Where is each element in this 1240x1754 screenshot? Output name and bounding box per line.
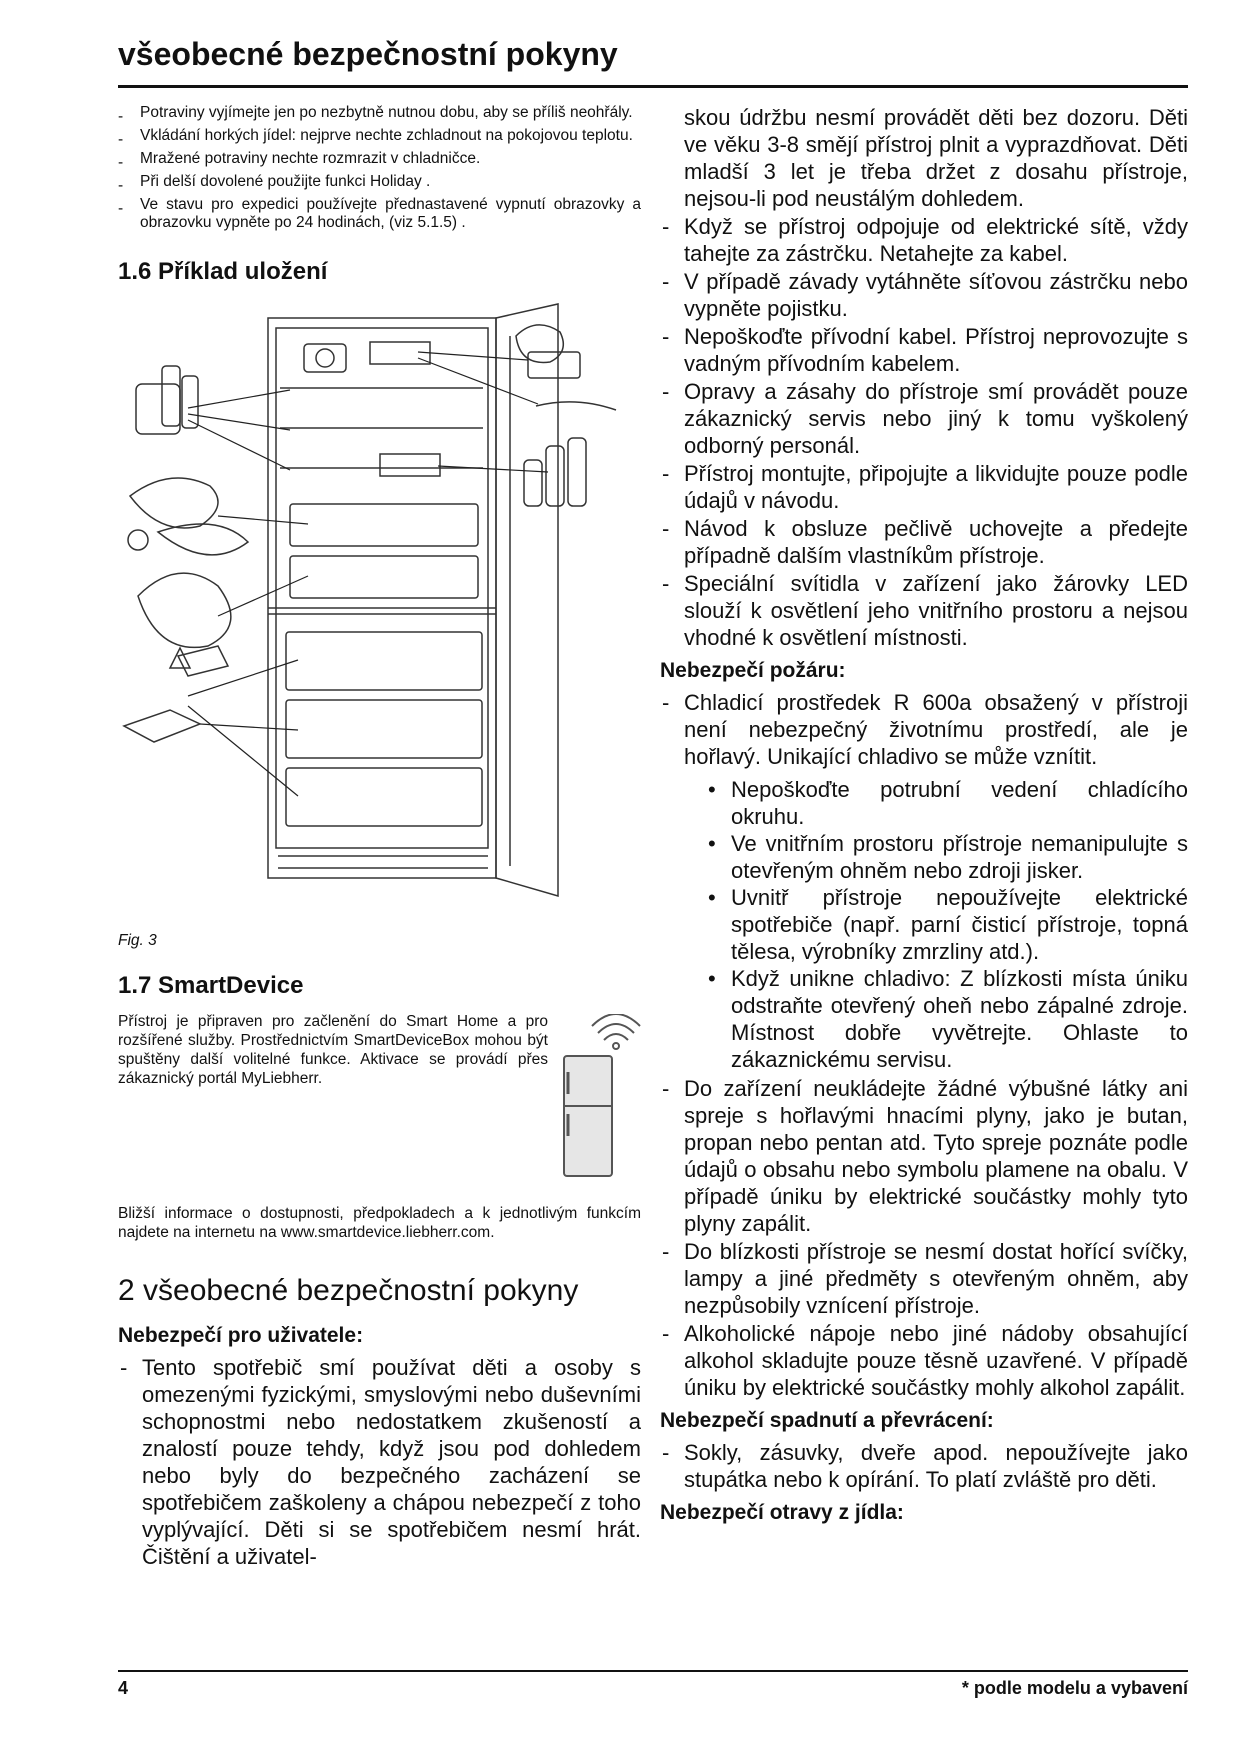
footer-rule <box>118 1670 1188 1672</box>
poison-danger-heading: Nebezpečí otravy z jídla: <box>660 1501 904 1524</box>
list-item: - Speciální svítidla v zařízení jako žárovky LED slouží k osvětlení jeho vnitřního prostoru a nejsou vhodné k osvětlení místnosti. <box>660 570 1188 651</box>
list-item: - Do blízkosti přístroje se nesmí dostat hořící svíčky, lampy a jiné předměty s otevřeným ohněm, aby nezpůsobily vznícení přístroje. <box>660 1238 1188 1319</box>
smartdevice-block <box>118 1012 641 1182</box>
more-info-text: Bližší informace o dostupnosti, předpokladech a k jednotlivým funkcím najdete na internetu na www.smartdevice.liebherr.com. <box>118 1205 641 1241</box>
left-column <box>118 104 641 1571</box>
list-item: - V případě závady vytáhněte síťovou zástrčku nebo vypněte pojistku. <box>660 268 1188 322</box>
list-item <box>660 689 1188 1073</box>
fall-danger-list <box>660 1439 1188 1493</box>
fire-intro-text: Chladicí prostředek R 600a obsažený v přístroji není nebezpečný životnímu prostředí, ale je hořlavý. Unikající chladivo se může vznítit. <box>684 690 1188 769</box>
bullet-item: • Uvnitř přístroje nepoužívejte elektrické spotřebiče (např. parní čisticí přístroje, topná tělesa, výrobníky zmrzliny atd.). <box>684 884 1188 965</box>
smartdevice-text: Přístroj je připraven pro začlenění do Smart Home a pro rozšířené služby. Prostřednictvím SmartDeviceBox mohou být spuštěny další volitelné funkce. Aktivace se provádí přes zákaznický portál MyLiebherr. <box>118 1013 548 1087</box>
list-item: - Do zařízení neukládejte žádné výbušné látky ani spreje s hořlavými hnacími plyny, jako je butan, propan nebo pentan atd. Tyto spreje poznáte podle údajů o obsahu nebo symbolu plamene na obalu. V případě úniku by elektrické součástky mohly tyto plyny zapálit. <box>660 1075 1188 1237</box>
storage-example-figure <box>118 296 641 926</box>
list-item: - Opravy a zásahy do přístroje smí provádět pouze zákaznický servis nebo jiný k tomu vyškolený odborný personál. <box>660 378 1188 459</box>
section-2-heading: 2 všeobecné bezpečnostní pokyny <box>118 1274 579 1307</box>
header-rule <box>118 85 1188 88</box>
page-header-title: všeobecné bezpečnostní pokyny <box>118 36 618 72</box>
bullet-item: • Ve vnitřním prostoru přístroje nemanipulujte s otevřeným ohněm nebo zdroji jisker. <box>684 830 1188 884</box>
fridge-door <box>496 304 558 896</box>
fire-bullet-list <box>684 776 1188 1073</box>
list-item: - Návod k obsluze pečlivě uchovejte a předejte případně dalším vlastníkům přístroje. <box>660 515 1188 569</box>
user-danger-heading: Nebezpečí pro uživatele: <box>118 1324 364 1347</box>
list-item: - Vkládání horkých jídel: nejprve nechte zchladnout na pokojovou teplotu. <box>118 127 641 145</box>
list-item: - Při delší dovolené použijte funkci Holiday . <box>118 173 641 191</box>
list-item: - Nepoškoďte přívodní kabel. Přístroj neprovozujte s vadným přívodním kabelem. <box>660 323 1188 377</box>
fridge-illustration <box>118 296 641 926</box>
list-item: - Když se přístroj odpojuje od elektrické sítě, vždy tahejte za zástrčku. Netahejte za kabel. <box>660 213 1188 267</box>
control-display <box>304 344 346 372</box>
storage-tips-list <box>118 104 641 232</box>
fire-danger-heading: Nebezpečí požáru: <box>660 659 846 682</box>
bullet-item: • Nepoškoďte potrubní vedení chladícího okruhu. <box>684 776 1188 830</box>
user-danger-list-cont <box>660 213 1188 651</box>
footer-note: * podle modelu a vybavení <box>961 1678 1188 1698</box>
list-item: - Mražené potraviny nechte rozmrazit v chladničce. <box>118 150 641 168</box>
fall-danger-heading: Nebezpečí spadnutí a převrácení: <box>660 1409 994 1432</box>
list-item: - Přístroj montujte, připojujte a likvidujte pouze podle údajů v návodu. <box>660 460 1188 514</box>
user-danger-list <box>118 1354 641 1570</box>
list-item: - Sokly, zásuvky, dveře apod. nepoužívejte jako stupátka nebo k opírání. To platí zvláště pro děti. <box>660 1439 1188 1493</box>
right-column <box>660 104 1188 1531</box>
smart-fridge-wifi-icon <box>558 1014 643 1179</box>
figure-caption: Fig. 3 <box>118 932 157 949</box>
page-number: 4 <box>118 1678 129 1698</box>
list-item: - Potraviny vyjímejte jen po nezbytně nutnou dobu, aby se příliš neohřály. <box>118 104 641 122</box>
list-item: - Alkoholické nápoje nebo jiné nádoby obsahující alkohol skladujte pouze těsně uzavřené. V případě úniku by elektrické součástky mohly alkohol zapálit. <box>660 1320 1188 1401</box>
frozen-package <box>124 710 200 742</box>
list-item: - Tento spotřebič smí používat děti a osoby s omezenými fyzickými, smyslovými nebo duševními schopnostmi nebo nedostatkem zkušeností a znalostí pouze tehdy, když jsou pod dohledem nebo byly do bezpečného zacházení se spotřebičem zaškoleny a chápou nebezpečí z toho vyplývající. Děti si se spotřebičem nesmí hrát. Čištění a uživatel- <box>118 1354 641 1570</box>
bullet-item: • Když unikne chladivo: Z blízkosti místa úniku odstraňte otevřený oheň nebo zápalné zdroje. Místnost dobře vyvětrejte. Ohlaste to zákaznickému servisu. <box>684 965 1188 1073</box>
fire-danger-list <box>660 689 1188 1401</box>
section-1-7-heading: 1.7 SmartDevice <box>118 972 304 999</box>
list-item: - Ve stavu pro expedici používejte přednastavené vypnutí obrazovky a obrazovku vypněte po 24 hodinách, (viz 5.1.5) . <box>118 196 641 232</box>
section-1-6-heading: 1.6 Příklad uložení <box>118 258 328 285</box>
user-item-continuation: skou údržbu nesmí provádět děti bez dozoru. Děti ve věku 3-8 smějí přístroj plnit a vyprazdňovat. Děti mladší 3 let je třeba držet z dosahu přístroje, nejsou-li pod neustálým dohledem. <box>684 105 1188 211</box>
